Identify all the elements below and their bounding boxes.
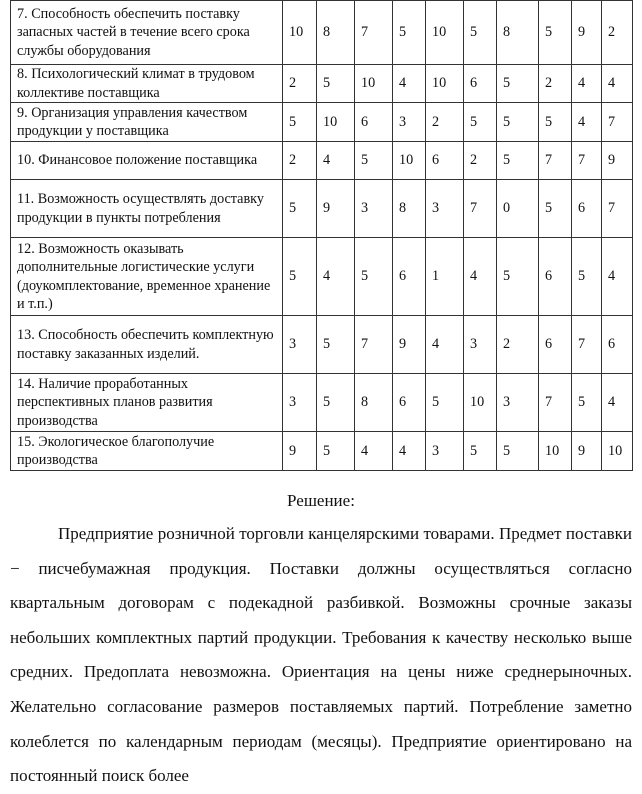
score-cell: 4 [602,65,633,103]
score-cell: 2 [539,65,572,103]
score-cell: 5 [283,238,317,316]
score-cell: 7 [602,180,633,238]
score-cell: 5 [497,432,539,471]
criterion-cell: 7. Способность обеспечить поставку запасных частей в течение всего срока службы оборудования [11,1,283,65]
score-cell: 9 [283,432,317,471]
score-cell: 5 [283,180,317,238]
score-cell: 4 [602,238,633,316]
score-cell: 7 [602,103,633,142]
score-cell: 0 [497,180,539,238]
score-cell: 4 [426,316,464,374]
score-cell: 5 [464,1,497,65]
score-cell: 8 [317,1,355,65]
score-cell: 6 [393,238,426,316]
score-cell: 5 [572,238,602,316]
score-cell: 9 [393,316,426,374]
score-cell: 5 [393,1,426,65]
table-row [11,180,633,238]
score-cell: 6 [572,180,602,238]
score-cell: 7 [355,1,393,65]
criterion-cell: 14. Наличие проработанных перспективных планов развития производства [11,374,283,432]
criterion-cell: 15. Экологическое благополучие производства [11,432,283,471]
score-cell: 10 [393,142,426,180]
score-cell: 8 [355,374,393,432]
score-cell: 3 [393,103,426,142]
table-row [11,1,633,65]
criterion-cell: 11. Возможность осуществлять доставку продукции в пункты потребления [11,180,283,238]
score-cell: 4 [572,65,602,103]
score-cell: 9 [572,432,602,471]
score-cell: 4 [317,142,355,180]
score-cell: 6 [602,316,633,374]
score-cell: 6 [426,142,464,180]
criterion-cell: 9. Организация управления качеством продукции у поставщика [11,103,283,142]
score-cell: 5 [497,65,539,103]
score-cell: 5 [497,103,539,142]
score-cell: 7 [572,142,602,180]
score-cell: 3 [464,316,497,374]
solution-paragraph-text: Предприятие розничной торговли канцелярскими товарами. Предмет поставки − писчебумажная продукция. Поставки должны осуществляться согласно квартальным договорам с подекадной разбивкой. Возможны срочные заказы небольших комплектных партий продукции. Требования к качеству несколько выше средних. Предоплата невозможна. Ориентация на цены ниже среднерыночных. Желательно согласование размеров поставляемых партий. Потребление заметно колеблется по календарным периодам (месяцы). Предприятие ориентировано на постоянный поиск более [10,524,632,786]
score-cell: 2 [283,65,317,103]
criterion-cell: 13. Способность обеспечить комплектную поставку заказанных изделий. [11,316,283,374]
criterion-cell: 8. Психологический климат в трудовом коллективе поставщика [11,65,283,103]
table-row [11,316,633,374]
score-cell: 4 [464,238,497,316]
score-cell: 9 [317,180,355,238]
score-cell: 5 [426,374,464,432]
score-cell: 10 [283,1,317,65]
score-cell: 8 [497,1,539,65]
score-cell: 7 [539,374,572,432]
score-cell: 4 [317,238,355,316]
score-cell: 5 [464,103,497,142]
criteria-table [10,0,633,471]
score-cell: 5 [283,103,317,142]
score-cell: 7 [572,316,602,374]
score-cell: 4 [393,65,426,103]
score-cell: 10 [426,1,464,65]
score-cell: 3 [497,374,539,432]
solution-heading: Решение: [287,491,355,510]
score-cell: 10 [426,65,464,103]
score-cell: 5 [572,374,602,432]
score-cell: 9 [572,1,602,65]
criterion-cell: 10. Финансовое положение поставщика [11,142,283,180]
score-cell: 5 [317,65,355,103]
criterion-cell: 12. Возможность оказывать дополнительные логистические услуги (доукомплектование, временное хранение и т.п.) [11,238,283,316]
score-cell: 5 [464,432,497,471]
score-cell: 5 [539,103,572,142]
score-cell: 10 [539,432,572,471]
score-cell: 6 [393,374,426,432]
score-cell: 5 [355,142,393,180]
score-cell: 10 [464,374,497,432]
score-cell: 4 [572,103,602,142]
score-cell: 3 [355,180,393,238]
score-cell: 5 [497,142,539,180]
score-cell: 2 [602,1,633,65]
score-cell: 8 [393,180,426,238]
table-row [11,65,633,103]
score-cell: 7 [539,142,572,180]
score-cell: 7 [355,316,393,374]
score-cell: 5 [317,316,355,374]
score-cell: 9 [602,142,633,180]
score-cell: 2 [497,316,539,374]
score-cell: 6 [539,238,572,316]
score-cell: 5 [539,180,572,238]
score-cell: 4 [393,432,426,471]
score-cell: 5 [317,374,355,432]
score-cell: 2 [426,103,464,142]
table-row [11,374,633,432]
score-cell: 2 [464,142,497,180]
table-row [11,142,633,180]
score-cell: 6 [355,103,393,142]
score-cell: 7 [464,180,497,238]
score-cell: 1 [426,238,464,316]
score-cell: 4 [355,432,393,471]
score-cell: 10 [602,432,633,471]
score-cell: 3 [426,180,464,238]
solution-paragraph [10,517,632,794]
score-cell: 2 [283,142,317,180]
score-cell: 5 [497,238,539,316]
score-cell: 3 [283,316,317,374]
score-cell: 10 [355,65,393,103]
score-cell: 4 [602,374,633,432]
score-cell: 5 [355,238,393,316]
score-cell: 6 [539,316,572,374]
score-cell: 10 [317,103,355,142]
table-row [11,432,633,471]
score-cell: 3 [283,374,317,432]
score-cell: 3 [426,432,464,471]
score-cell: 5 [539,1,572,65]
table-row [11,103,633,142]
score-cell: 5 [317,432,355,471]
score-cell: 6 [464,65,497,103]
table-row [11,238,633,316]
